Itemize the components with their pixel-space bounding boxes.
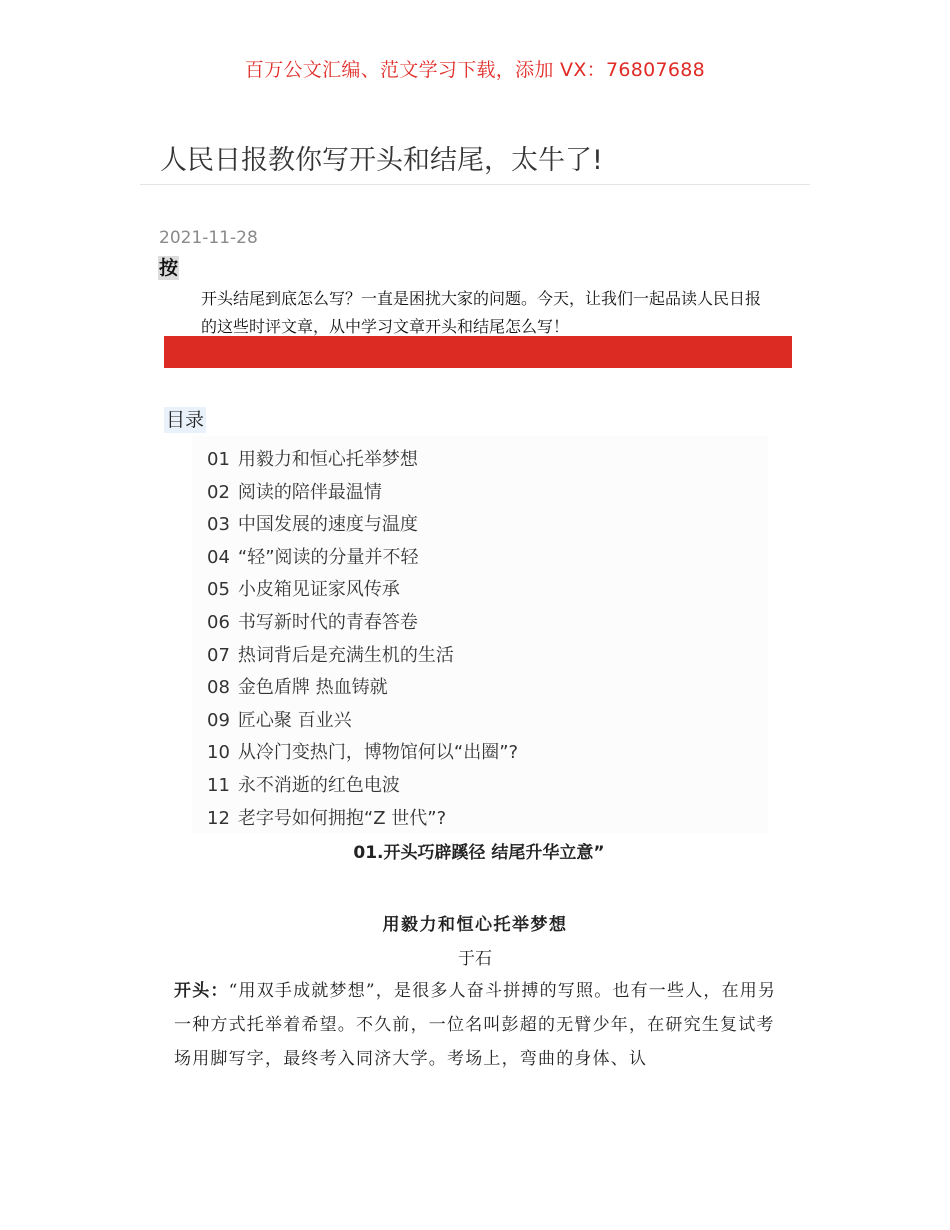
toc-item-number: 11 [207, 774, 230, 796]
toc-item[interactable] [207, 737, 518, 770]
editor-note-text: 开头结尾到底怎么写？一直是困扰大家的问题。今天，让我们一起品读人民日报的这些时评文章，从中学习文章开头和结尾怎么写！ [201, 289, 762, 336]
publish-date: 2021-11-28 [159, 228, 258, 248]
toc-item-number: 06 [207, 611, 230, 633]
article-title: 用毅力和恒心托举梦想 [382, 915, 568, 935]
toc-item[interactable] [207, 607, 518, 640]
toc-item-text: 小皮箱见证家风传承 [237, 579, 400, 601]
article-body [174, 974, 786, 1076]
toc-item-number: 02 [207, 481, 230, 503]
toc-item[interactable] [207, 705, 518, 738]
page-title: 人民日报教你写开头和结尾，太牛了! [160, 145, 603, 176]
toc-item[interactable] [207, 803, 518, 836]
toc-item-number: 12 [207, 807, 230, 829]
toc-item[interactable] [207, 770, 518, 803]
toc-list [207, 444, 518, 835]
toc-item[interactable] [207, 640, 518, 673]
toc-item-number: 09 [207, 709, 230, 731]
editor-note-label: 按 [159, 257, 179, 279]
toc-item-number: 07 [207, 644, 230, 666]
toc-item[interactable] [207, 509, 518, 542]
opening-paragraph: “用双手成就梦想”，是很多人奋斗拼搏的写照。也有一些人，在用另一种方式托举着希望。不久前，一位名叫彭超的无臂少年，在研究生复试考场用脚写字，最终考入同济大学。考场上，弯曲的身体、认 [174, 981, 777, 1069]
toc-label: 目录 [166, 409, 205, 431]
toc-item-text: 中国发展的速度与温度 [237, 514, 418, 536]
toc-item-text: 永不消逝的红色电波 [237, 774, 400, 796]
toc-item-number: 08 [207, 677, 230, 699]
promo-banner: 百万公文汇编、范文学习下载，添加 VX：76807688 [244, 59, 706, 81]
title-divider [140, 184, 810, 185]
toc-item[interactable] [207, 574, 518, 607]
toc-item[interactable] [207, 477, 518, 510]
toc-item[interactable] [207, 542, 518, 575]
article-author: 于石 [458, 949, 492, 969]
toc-item-text: 金色盾牌 热血铸就 [237, 677, 388, 699]
red-divider-bar [164, 336, 792, 368]
toc-item-text: 阅读的陪伴最温情 [237, 481, 382, 503]
opening-label: 开头： [174, 981, 229, 1001]
toc-item-number: 03 [207, 514, 230, 536]
toc-item-text: “轻”阅读的分量并不轻 [237, 546, 419, 568]
toc-item-number: 04 [207, 546, 230, 568]
toc-item-text: 从冷门变热门，博物馆何以“出圈”? [237, 742, 519, 764]
toc-item-text: 书写新时代的青春答卷 [237, 611, 418, 633]
toc-item-number: 10 [207, 742, 230, 764]
toc-item-text: 热词背后是充满生机的生活 [237, 644, 454, 666]
toc-item-number: 01 [207, 449, 230, 470]
section-heading: 01.开头巧辟蹊径 结尾升华立意” [353, 843, 605, 863]
toc-item-text: 匠心聚 百业兴 [237, 709, 352, 731]
toc-item[interactable] [207, 672, 518, 705]
toc-item-text: 老字号如何拥抱“Z 世代”? [237, 807, 447, 829]
toc-item[interactable] [207, 444, 518, 477]
toc-item-number: 05 [207, 579, 230, 601]
toc-item-text: 用毅力和恒心托举梦想 [237, 449, 418, 470]
